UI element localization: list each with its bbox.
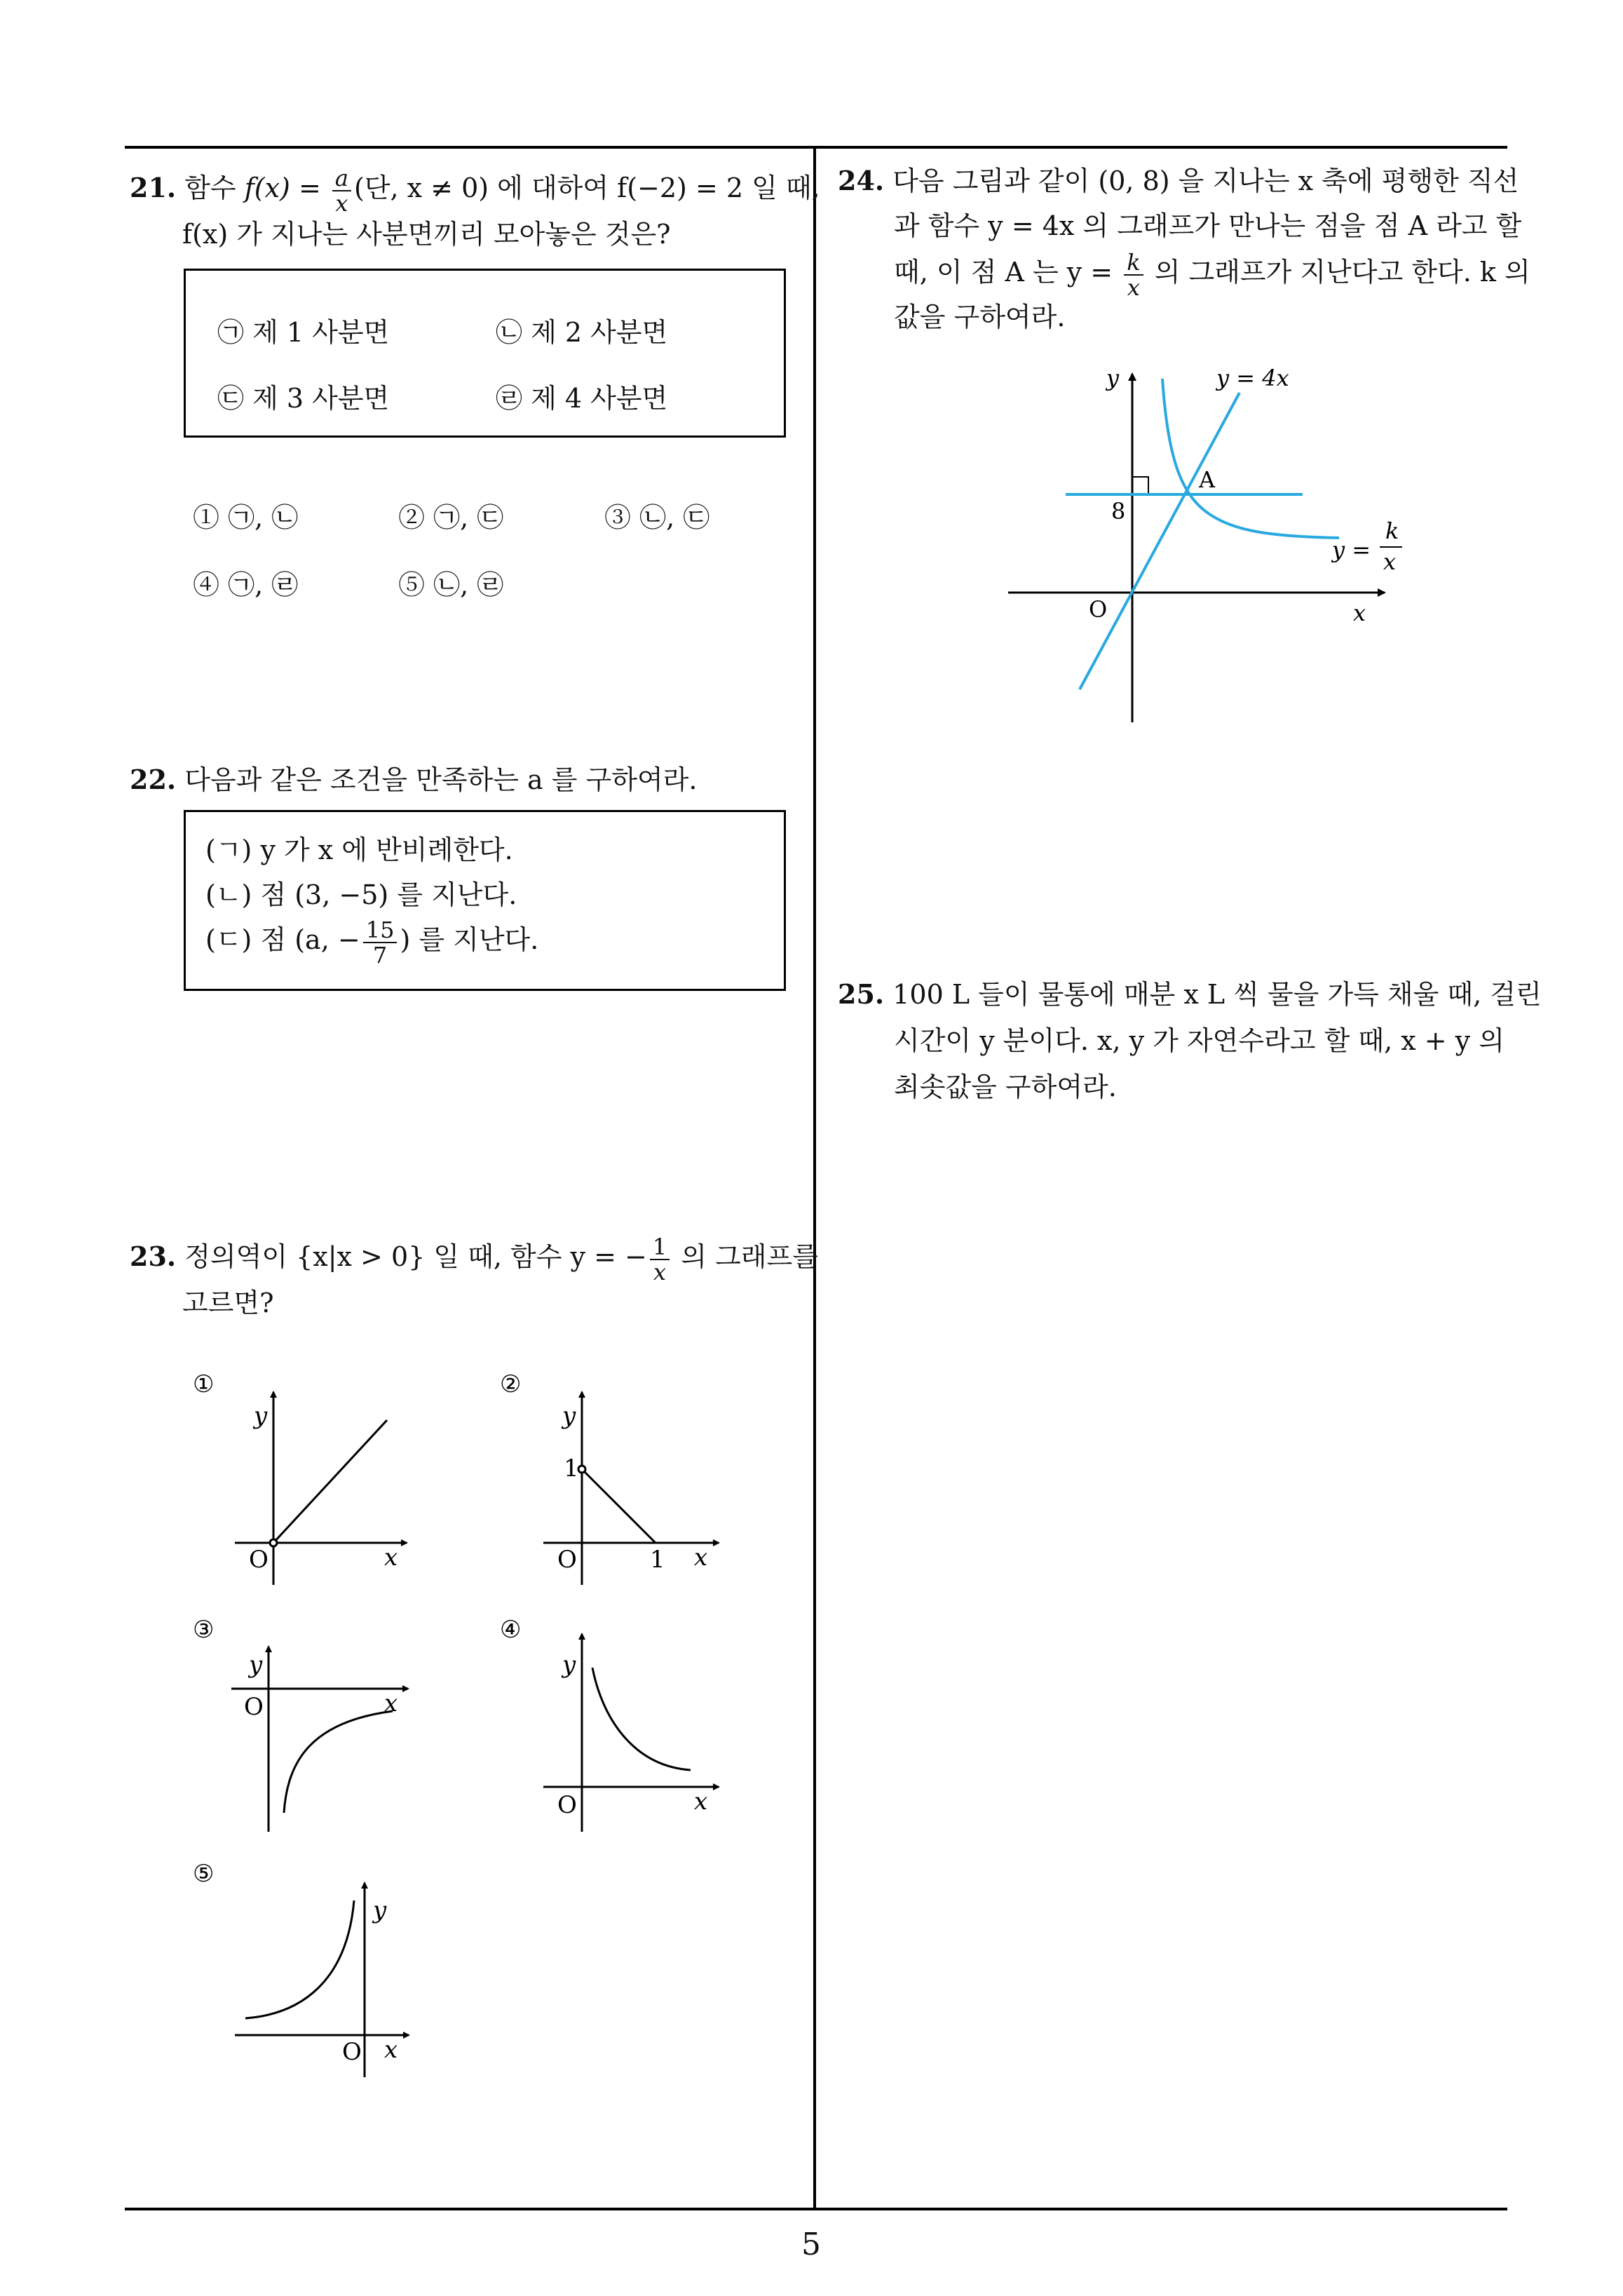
- q24-number: 24.: [838, 165, 885, 196]
- q22-number: 22.: [130, 764, 177, 795]
- q24-curve-label-num: k: [1385, 518, 1399, 544]
- q25-line2: 시간이 y 분이다. x, y 가 자연수라고 할 때, x + y 의: [894, 1025, 1505, 1056]
- q21-choice-3[interactable]: ③ ㉡, ㉢: [604, 502, 710, 533]
- q23-label-5: ⑤: [193, 1860, 215, 1888]
- q21-frac-den: x: [335, 189, 348, 217]
- q22-cond-3b: ) 를 지난다.: [400, 924, 539, 955]
- q24-line3: [894, 250, 1530, 299]
- q23-g5-y-label: y: [373, 1896, 387, 1924]
- q21-box-item-4: ㉣ 제 4 사분면: [496, 383, 668, 414]
- q21-fx: f(x) =: [244, 173, 330, 203]
- q23-g5-x-label: x: [384, 2036, 398, 2064]
- q22-text: 다음과 같은 조건을 만족하는 a 를 구하여라.: [184, 764, 698, 795]
- q24-line4: 값을 구하여라.: [894, 302, 1066, 332]
- q21-text-a: 함수: [184, 173, 245, 203]
- q22-cond-3a: (ㄷ) 점 (a, −: [205, 924, 360, 955]
- q23-g3-origin: O: [244, 1693, 264, 1721]
- q23-g2-origin: O: [557, 1546, 577, 1574]
- q21-choice-1[interactable]: ① ㉠, ㉡: [193, 502, 299, 533]
- q25-number: 25.: [838, 978, 885, 1010]
- q23-line2: 고르면?: [182, 1288, 274, 1318]
- q24-text-3b: 의 그래프가 지난다고 한다. k 의: [1146, 257, 1530, 288]
- q23-g1-open-point: [270, 1539, 277, 1546]
- q21-box-item-3: ㉢ 제 3 사분면: [217, 383, 390, 414]
- q24-frac-num: k: [1124, 250, 1143, 276]
- q23-number: 23.: [130, 1241, 177, 1272]
- q24-text-3a: 때, 이 점 A 는 y =: [894, 257, 1122, 288]
- q21-choice-4[interactable]: ④ ㉠, ㉣: [193, 569, 299, 600]
- q23-g4-curve: [592, 1668, 691, 1770]
- q23-g5-curve: [245, 1900, 354, 2018]
- q21-frac-num: a: [332, 166, 351, 191]
- q23-g2-tick-y: 1: [564, 1454, 579, 1483]
- q24-right-angle-mark: [1132, 477, 1148, 493]
- q24-line-y4x: [1080, 393, 1240, 689]
- q25-line3: 최솟값을 구하여라.: [894, 1072, 1117, 1102]
- q22-frac-num: 15: [363, 918, 398, 943]
- q23-label-3: ③: [193, 1616, 215, 1644]
- q25-text-1: 100 L 들이 물통에 매분 x L 씩 물을 가득 채울 때, 걸린: [892, 979, 1542, 1010]
- q24-curve-label-den: x: [1383, 548, 1397, 575]
- q23-g3-y-label: y: [249, 1651, 263, 1679]
- q24-y-label: y: [1106, 365, 1120, 391]
- q24-line1: [838, 158, 1519, 203]
- q23-frac-den: x: [653, 1258, 667, 1285]
- q21-line2: f(x) 가 지나는 사분면끼리 모아놓은 것은?: [182, 219, 671, 250]
- q23-text-a: 정의역이 {x|x > 0} 일 때, 함수 y = −: [184, 1241, 647, 1272]
- q23-g3-x-label: x: [384, 1689, 398, 1717]
- q23-g2-curve: [582, 1469, 656, 1543]
- q23-label-2: ②: [500, 1370, 522, 1398]
- q23-g1-x-label: x: [384, 1544, 398, 1572]
- q23-g5-origin: O: [342, 2038, 362, 2066]
- q23-g4-x-label: x: [694, 1788, 708, 1816]
- q23-g3-curve: [284, 1711, 393, 1813]
- q21-number: 21.: [130, 172, 177, 203]
- q21-text-b: (단, x ≠ 0) 에 대하여 f(−2) = 2 일 때,: [353, 173, 820, 203]
- q24-origin: O: [1089, 596, 1108, 623]
- q23-g1-origin: O: [249, 1546, 269, 1574]
- q21-choice-2[interactable]: ② ㉠, ㉢: [398, 502, 504, 533]
- q24-figure: [996, 361, 1416, 726]
- q24-fraction: [1124, 250, 1143, 299]
- q23-label-4: ④: [500, 1616, 522, 1644]
- q23-g4-y-label: y: [562, 1651, 576, 1679]
- q24-x-label: x: [1353, 600, 1366, 626]
- q24-hyperbola: [1162, 379, 1339, 538]
- q22-cond-2: (ㄴ) 점 (3, −5) 를 지난다.: [205, 879, 517, 910]
- q24-curve-label-lhs: y =: [1332, 536, 1371, 563]
- q22-cond-1: (ㄱ) y 가 x 에 반비례한다.: [205, 835, 513, 865]
- q23-g1-y-label: y: [254, 1402, 268, 1430]
- q23-text-b: 의 그래프를: [672, 1241, 818, 1272]
- q25-line1: [838, 972, 1542, 1017]
- q23-label-1: ①: [193, 1370, 215, 1398]
- q23-g2-x-label: x: [694, 1544, 708, 1572]
- q24-line2: 과 함수 y = 4x 의 그래프가 만나는 점을 점 A 라고 할: [894, 210, 1522, 241]
- q24-text-1: 다음 그림과 같이 (0, 8) 을 지나는 x 축에 평행한 직선: [892, 166, 1519, 196]
- q21-box-item-1: ㉠ 제 1 사분면: [217, 317, 390, 348]
- q21-box-item-2: ㉡ 제 2 사분면: [496, 317, 668, 348]
- q24-point-a: A: [1199, 466, 1216, 493]
- q23-g2-y-label: y: [562, 1402, 576, 1430]
- q22-frac-den: 7: [372, 941, 388, 968]
- q23-g2-open-point: [578, 1466, 585, 1473]
- q24-line-label: y = 4x: [1216, 365, 1289, 391]
- q24-eight-label: 8: [1111, 498, 1126, 525]
- q23-g4-origin: O: [557, 1791, 577, 1819]
- page-number: 5: [801, 2227, 821, 2262]
- q24-frac-den: x: [1127, 274, 1140, 301]
- q23-g2-tick-x: 1: [650, 1546, 665, 1574]
- q21-choice-5[interactable]: ⑤ ㉡, ㉣: [398, 569, 504, 600]
- q23-g1-curve: [273, 1420, 387, 1543]
- q23-frac-num: 1: [650, 1235, 670, 1260]
